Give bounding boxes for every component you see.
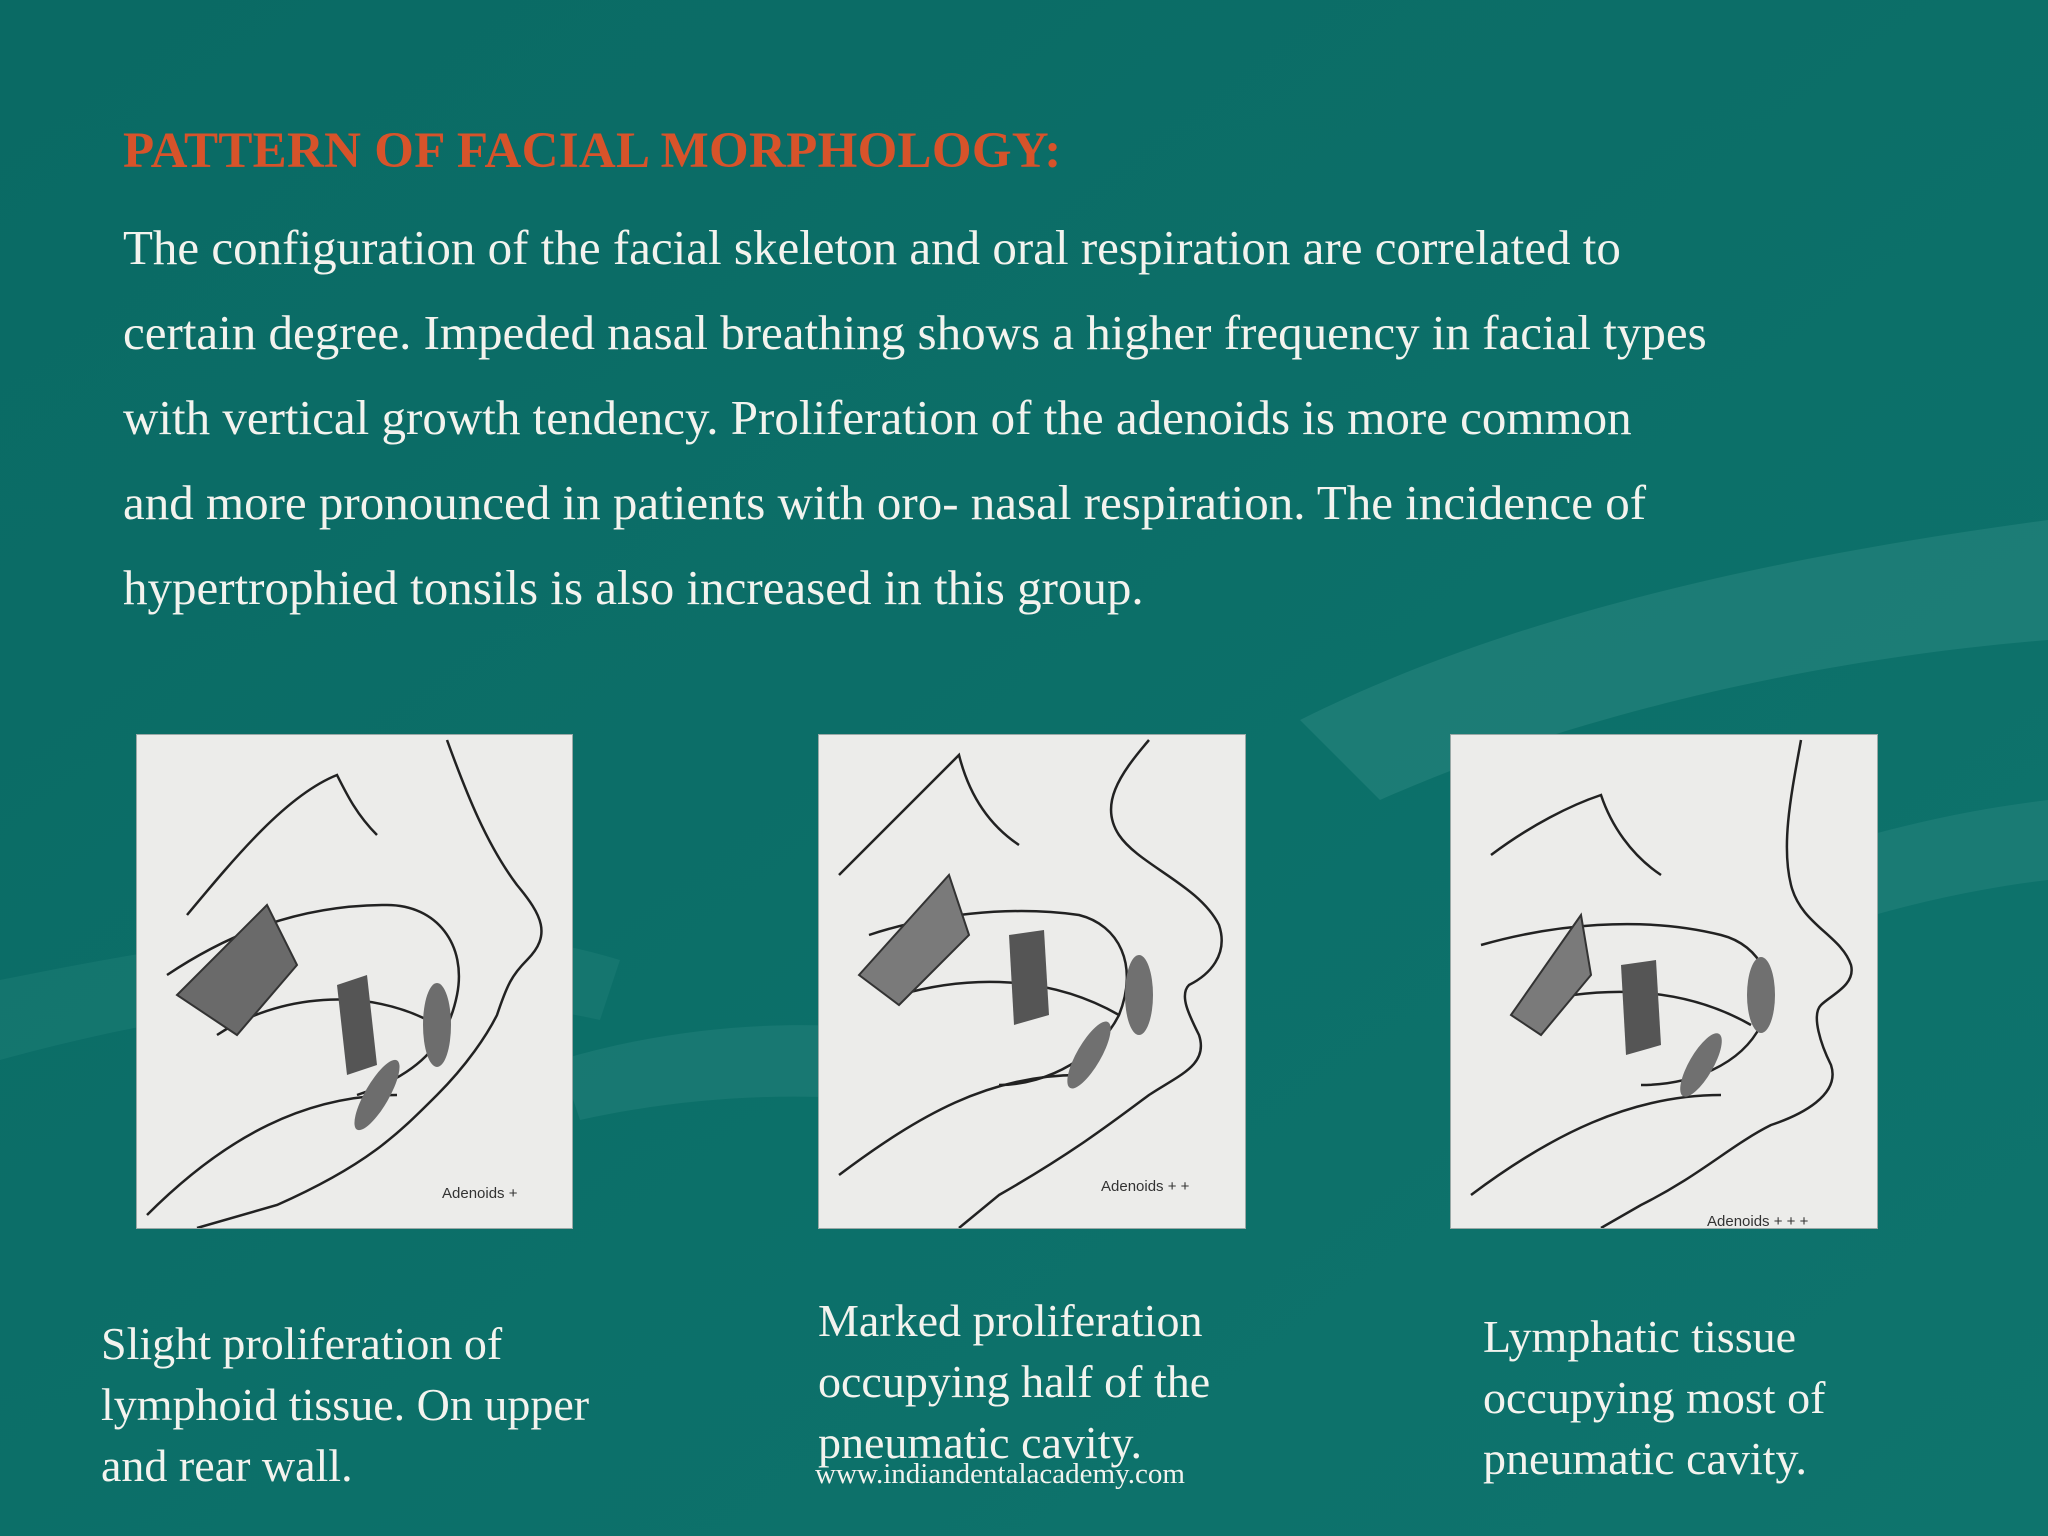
footer-url: www.indiandentalacademy.com (815, 1458, 1185, 1490)
caption-figure-3 (1483, 1306, 1825, 1489)
figure-adenoids-3 (1451, 735, 1877, 1228)
caption-line: occupying half of the (818, 1356, 1211, 1407)
caption-figure-2 (818, 1290, 1210, 1473)
figure-label: Adenoids + + (1101, 1178, 1190, 1195)
caption-line: lymphoid tissue. On upper (101, 1379, 590, 1430)
slide-body (123, 205, 1993, 630)
body-line: certain degree. Impeded nasal breathing shows a higher frequency in facial types (123, 305, 1707, 360)
caption-figure-1 (101, 1313, 589, 1496)
body-line: and more pronounced in patients with oro- nasal respiration. The incidence of (123, 475, 1647, 530)
caption-line: Marked proliferation (818, 1295, 1203, 1346)
body-line: The configuration of the facial skeleton and oral respiration are correlated to (123, 220, 1621, 275)
figure-adenoids-2 (819, 735, 1245, 1228)
slide-title: PATTERN OF FACIAL MORPHOLOGY: (123, 123, 1062, 179)
caption-line: Lymphatic tissue (1483, 1311, 1797, 1362)
caption-line: Slight proliferation of (101, 1318, 503, 1369)
figure-adenoids-1 (137, 735, 572, 1228)
caption-line: pneumatic cavity. (1483, 1433, 1807, 1484)
caption-line: pneumatic cavity. (818, 1417, 1142, 1468)
face-profile-sketch (137, 735, 572, 1228)
figure-label: Adenoids + + + (1707, 1213, 1809, 1230)
caption-line: occupying most of (1483, 1372, 1826, 1423)
face-profile-sketch (1451, 735, 1877, 1228)
face-profile-sketch (819, 735, 1245, 1228)
body-line: with vertical growth tendency. Proliferation of the adenoids is more common (123, 390, 1632, 445)
caption-line: and rear wall. (101, 1440, 353, 1491)
body-line: hypertrophied tonsils is also increased in this group. (123, 560, 1144, 615)
figure-label: Adenoids + (442, 1185, 518, 1202)
